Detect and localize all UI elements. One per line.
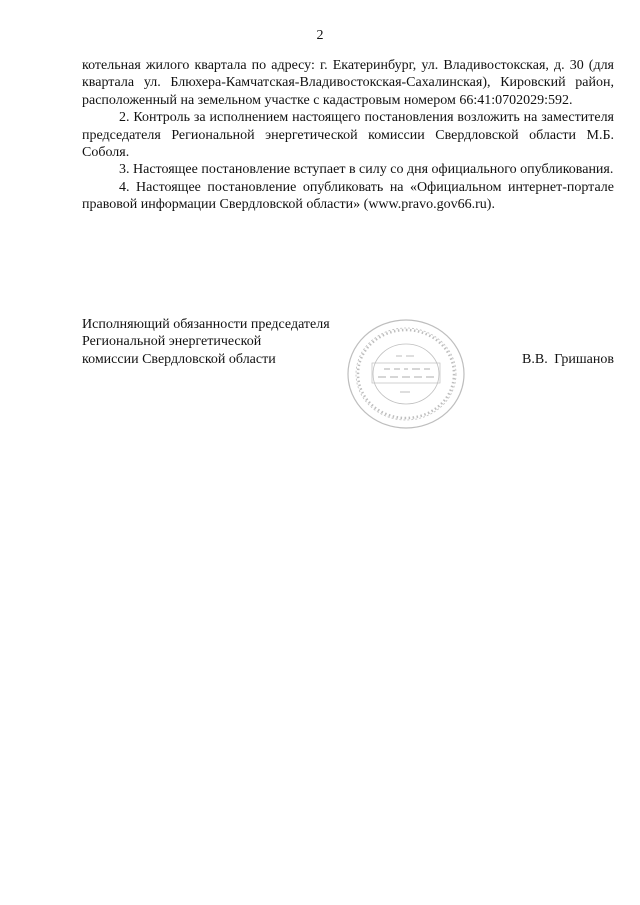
paragraph-item-3: 3. Настоящее постановление вступает в силу со дня официального опубликования. <box>119 162 614 178</box>
signatory-title-line: Региональной энергетической <box>82 334 262 350</box>
signatory-title-line: Исполняющий обязанности председателя <box>82 317 330 332</box>
paragraph-item-4: 4. Настоящее постановление опубликовать на «Официальном интернет-портале правовой информации Свердловской области» (www.pravo.gov66.ru). <box>82 179 614 213</box>
document-body <box>82 57 614 214</box>
paragraph-item-2: 2. Контроль за исполнением настоящего постановления возложить на заместителя председателя Региональной энергетической комиссии Свердловской области М.Б. Соболя. <box>82 110 614 161</box>
signatory-title <box>82 316 352 368</box>
official-seal-stamp <box>344 316 468 432</box>
signatory-name: В.В. Гришанов <box>522 352 614 367</box>
paragraph-continuation: котельная жилого квартала по адресу: г. Екатеринбург, ул. Владивостокская, д. 30 (для квартала ул. Блюхера-Камчатская-Владивостокская-Сахалинская), Кировский район, расположенный на земельном участке с кадастровым номером 66:41:0702029:592. <box>82 58 614 108</box>
page-number: 2 <box>316 28 324 43</box>
signatory-title-line: комиссии Свердловской области <box>82 351 276 367</box>
